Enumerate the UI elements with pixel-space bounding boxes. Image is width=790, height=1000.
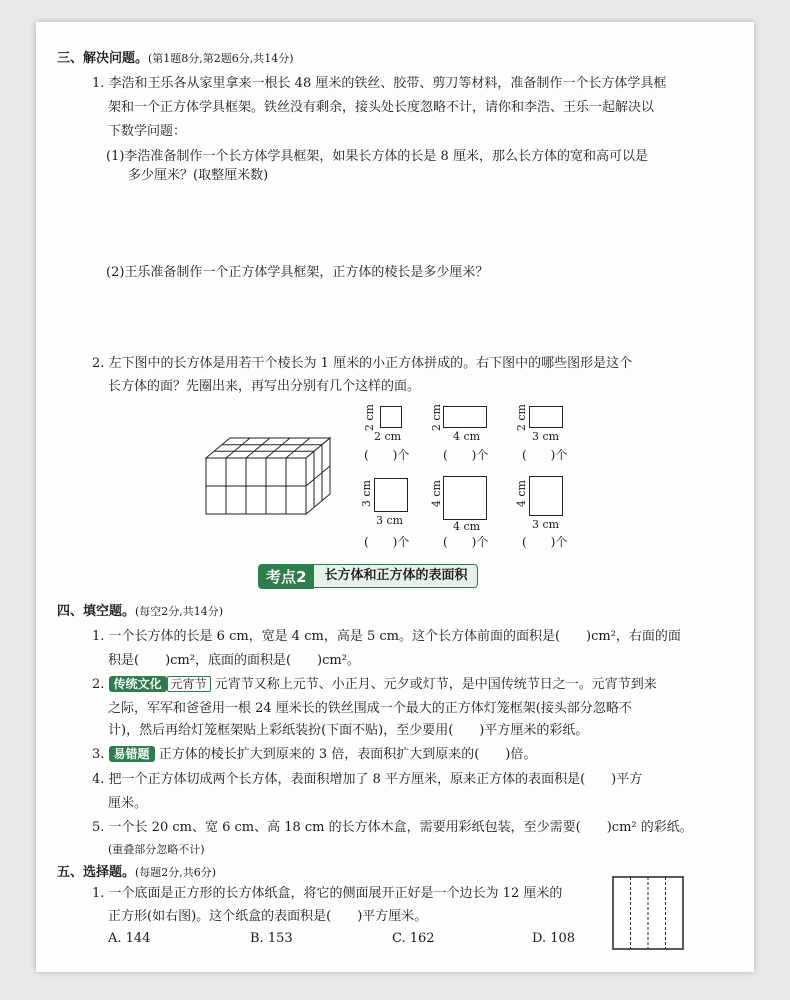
s4-q1-line2: 积是( )cm²，底面的面积是( )cm²。 xyxy=(108,653,360,668)
s4-q4-line1: 4. 把一个正方体切成两个长方体，表面积增加了 8 平方厘米，原来正方体的表面积是( )平方 xyxy=(92,772,643,787)
s5-option-d[interactable]: D. 108 xyxy=(532,931,576,946)
s5-q1-line2: 正方形(如右图)。这个纸盒的表面积是( )平方厘米。 xyxy=(108,909,428,924)
face3-answer[interactable]: ( )个 xyxy=(522,448,568,462)
error-prone-badge: 易错题 xyxy=(109,746,155,762)
s3-q1-line3: 下数学问题： xyxy=(108,124,187,139)
face4-height-label: 3 cm xyxy=(360,480,373,508)
s3-q1-line2: 架和一个正方体学具框架。铁丝没有剩余，接头处长度忽略不计，请你和李浩、王乐一起解决以 xyxy=(108,100,655,115)
s5-option-c[interactable]: C. 162 xyxy=(392,931,435,946)
face6-answer[interactable]: ( )个 xyxy=(522,535,568,549)
section3-title: 三、解决问题。 xyxy=(57,51,149,66)
face-2x4[interactable] xyxy=(443,406,487,428)
s4-q3: 3. 易错题 正方体的棱长扩大到原来的 3 倍，表面积扩大到原来的( )倍。 xyxy=(92,747,537,762)
face6-width-label: 3 cm xyxy=(532,518,560,531)
s3-q2-line1: 2. 左下图中的长方体是用若干个棱长为 1 厘米的小正方体拼成的。右下图中的哪些图形是这个 xyxy=(92,356,633,371)
s3-q1-sub1-line1: (1)李浩准备制作一个长方体学具框架，如果长方体的长是 8 厘米，那么长方体的宽和高可以是 xyxy=(106,149,648,164)
face3-width-label: 3 cm xyxy=(532,430,560,443)
s4-q2-text1: 元宵节又称上元节、小正月、元夕或灯节，是中国传统节日之一。元宵节到来 xyxy=(214,677,657,692)
section5-score: (每题2分,共6分) xyxy=(135,866,217,879)
section5-heading xyxy=(57,864,216,882)
section3-score: (第1题8分,第2题6分,共14分) xyxy=(148,52,294,65)
s4-q5-line1: 5. 一个长 20 cm、宽 6 cm、高 18 cm 的长方体木盒，需要用彩纸包装，至少需要( )cm² 的彩纸。 xyxy=(92,820,693,835)
face5-answer[interactable]: ( )个 xyxy=(443,535,489,549)
face-3x3[interactable] xyxy=(374,478,408,512)
face2-height-label: 2 cm xyxy=(430,404,443,432)
s5-option-a[interactable]: A. 144 xyxy=(108,931,151,946)
traditional-culture-badge: 传统文化 xyxy=(109,676,167,692)
face5-width-label: 4 cm xyxy=(453,520,481,533)
s4-q1-line1: 1. 一个长方体的长是 6 cm，宽是 4 cm，高是 5 cm。这个长方体前面的面积是( )cm²，右面的面 xyxy=(92,629,681,644)
face1-width-label: 2 cm xyxy=(374,430,402,443)
face3-height-label: 2 cm xyxy=(515,404,528,432)
face6-height-label: 4 cm xyxy=(515,480,528,508)
face2-answer[interactable]: ( )个 xyxy=(443,448,489,462)
s3-q1-line1: 1. 李浩和王乐各从家里拿来一根长 48 厘米的铁丝、胶带、剪刀等材料，准备制作一个长方体学具框 xyxy=(92,76,667,91)
s4-q2-line1: 2. 传统文化 元宵节 元宵节又称上元节、小正月、元夕或灯节，是中国传统节日之一。元宵节到来 xyxy=(92,677,657,692)
s3-q2-line2: 长方体的面？先圈出来，再写出分别有几个这样的面。 xyxy=(108,379,421,394)
lantern-festival-badge: 元宵节 xyxy=(167,676,211,692)
s5-option-b[interactable]: B. 153 xyxy=(250,931,293,946)
face2-width-label: 4 cm xyxy=(453,430,481,443)
section4-title: 四、填空题。 xyxy=(57,604,136,619)
s4-q2-line3: 计)，然后再给灯笼框架贴上彩纸装扮(下面不贴)，至少要用( )平方厘米的彩纸。 xyxy=(108,723,589,738)
s4-q4-line2: 厘米。 xyxy=(108,796,148,811)
s3-q1-sub2: (2)王乐准备制作一个正方体学具框架，正方体的棱长是多少厘米？ xyxy=(106,265,489,280)
section5-title: 五、选择题。 xyxy=(57,865,136,880)
face4-answer[interactable]: ( )个 xyxy=(364,535,410,549)
face-2x3[interactable] xyxy=(529,406,563,428)
cuboid-figure xyxy=(200,434,340,524)
face1-answer[interactable]: ( )个 xyxy=(364,448,410,462)
face1-height-label: 2 cm xyxy=(363,404,376,432)
kaodian-tag: 考点2 xyxy=(258,564,314,589)
s5-q1-line1: 1. 一个底面是正方形的长方体纸盒，将它的侧面展开正好是一个边长为 12 厘米的 xyxy=(92,886,563,901)
face-2x2[interactable] xyxy=(380,406,402,428)
s4-q5-line2: (重叠部分忽略不计) xyxy=(108,843,205,856)
kaodian-banner xyxy=(258,564,478,588)
face4-width-label: 3 cm xyxy=(376,514,404,527)
s4-q3-text: 正方体的棱长扩大到原来的 3 倍，表面积扩大到原来的( )倍。 xyxy=(158,747,537,762)
face5-height-label: 4 cm xyxy=(430,480,443,508)
section3-heading xyxy=(57,50,294,68)
unfolded-box-figure xyxy=(612,876,684,952)
face-4x3[interactable] xyxy=(529,476,563,516)
section4-score: (每空2分,共14分) xyxy=(135,605,224,618)
face-4x4[interactable] xyxy=(443,476,487,520)
s4-q2-line2: 之际，军军和爸爸用一根 24 厘米长的铁丝围成一个最大的正方体灯笼框架(接头部分忽略不 xyxy=(108,701,632,716)
kaodian-title: 长方体和正方体的表面积 xyxy=(314,564,478,588)
s3-q1-sub1-line2: 多少厘米？(取整厘米数) xyxy=(128,168,269,183)
section4-heading xyxy=(57,603,223,621)
